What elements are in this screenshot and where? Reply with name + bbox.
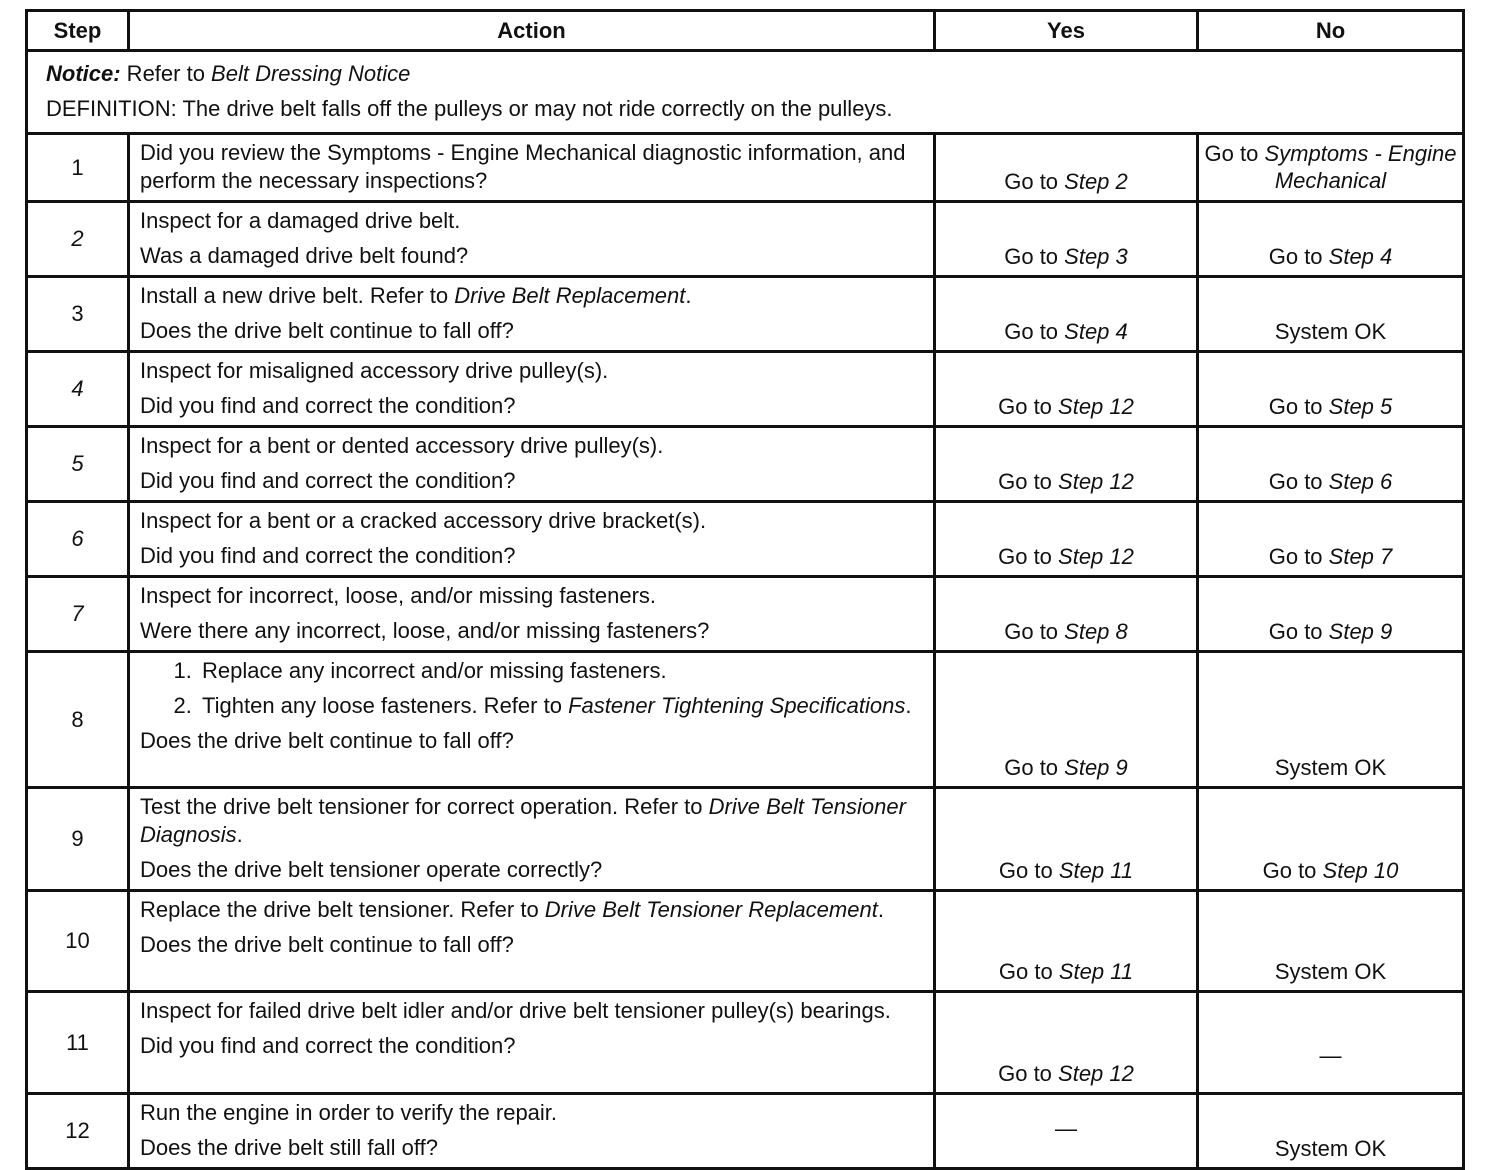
action-cell [129,502,935,577]
action-cell [129,427,935,502]
no-cell: Go to Step 7 [1198,502,1464,577]
step-number: 12 [27,1094,129,1169]
no-cell: System OK [1198,652,1464,788]
step-number: 4 [27,352,129,427]
notice-text: Refer to [120,61,212,86]
no-cell: — [1198,992,1464,1094]
table-row [27,1094,1464,1169]
yes-cell [935,134,1198,202]
action-cell [129,891,935,992]
no-cell: Go to Step 6 [1198,427,1464,502]
step-number: 5 [27,427,129,502]
action-question: Did you find and correct the condition? [140,468,516,493]
header-no: No [1198,11,1464,51]
action-cell [129,134,935,202]
step-number: 3 [27,277,129,352]
header-row [27,11,1464,51]
table-row [27,277,1464,352]
notice-row [27,51,1464,134]
table-row [27,502,1464,577]
action-cell [129,788,935,891]
step-number: 11 [27,992,129,1094]
yes-cell: Go to Step 3 [935,202,1198,277]
action-question: Does the drive belt tensioner operate correctly? [140,857,603,882]
no-cell: Go to Step 10 [1198,788,1464,891]
action-question: Did you find and correct the condition? [140,393,516,418]
table-row [27,652,1464,788]
yes-cell: Go to Step 9 [935,652,1198,788]
action-question: Does the drive belt continue to fall off? [140,932,514,957]
step-number: 6 [27,502,129,577]
action-cell [129,202,935,277]
step-number: 10 [27,891,129,992]
action-question: Does the drive belt still fall off? [140,1135,438,1160]
step-number: 1 [27,134,129,202]
definition-text: DEFINITION: The drive belt falls off the pulleys or may not ride correctly on the pulleys. [46,96,893,121]
action-steps-list [140,657,923,720]
action-text: Inspect for a bent or a cracked accessory drive bracket(s). [140,508,707,533]
action-text: Inspect for a bent or dented accessory drive pulley(s). [140,433,664,458]
list-item: 1. Replace any incorrect and/or missing fasteners. [198,657,923,685]
yes-ref: Step 2 [1064,169,1128,194]
table-row [27,352,1464,427]
action-text: Inspect for incorrect, loose, and/or missing fasteners. [140,583,657,608]
table-row [27,891,1464,992]
no-cell: Go to Step 9 [1198,577,1464,652]
action-question: Does the drive belt continue to fall off? [140,318,514,343]
header-yes: Yes [935,11,1198,51]
table-row [27,202,1464,277]
action-question: Does the drive belt continue to fall off? [140,728,514,753]
no-cell: Go to Step 5 [1198,352,1464,427]
step-number: 2 [27,202,129,277]
no-cell: Go to Step 4 [1198,202,1464,277]
action-cell [129,277,935,352]
yes-cell: Go to Step 4 [935,277,1198,352]
action-question: Were there any incorrect, loose, and/or missing fasteners? [140,618,710,643]
action-cell [129,352,935,427]
no-cell: System OK [1198,1094,1464,1169]
header-step: Step [27,11,129,51]
action-text: Test the drive belt tensioner for correct operation. Refer to Drive Belt Tensioner Diagnosis. [140,794,906,847]
yes-cell: Go to Step 12 [935,992,1198,1094]
action-text: Inspect for failed drive belt idler and/or drive belt tensioner pulley(s) bearings. [140,998,891,1023]
action-question: Was a damaged drive belt found? [140,243,469,268]
notice-link: Belt Dressing Notice [211,61,411,86]
table-row [27,427,1464,502]
step-number: 8 [27,652,129,788]
yes-cell: Go to Step 11 [935,788,1198,891]
action-text: Run the engine in order to verify the repair. [140,1100,558,1125]
step-number: 9 [27,788,129,891]
yes-cell: — [935,1094,1198,1169]
action-text: Replace the drive belt tensioner. Refer to Drive Belt Tensioner Replacement. [140,897,884,922]
action-cell [129,652,935,788]
yes-cell: Go to Step 12 [935,352,1198,427]
step-number: 7 [27,577,129,652]
action-cell [129,577,935,652]
header-action: Action [129,11,935,51]
action-question: Did you find and correct the condition? [140,1033,516,1058]
no-cell: System OK [1198,277,1464,352]
yes-cell: Go to Step 12 [935,427,1198,502]
no-cell: System OK [1198,891,1464,992]
action-text: Did you review the Symptoms - Engine Mechanical diagnostic information, and perform the necessary inspections? [140,140,906,193]
action-cell [129,1094,935,1169]
yes-cell: Go to Step 11 [935,891,1198,992]
list-item: 2. Tighten any loose fasteners. Refer to Fastener Tightening Specifications. [198,692,923,720]
action-ref: Drive Belt Replacement [454,283,686,308]
no-cell [1198,134,1464,202]
notice-cell [27,51,1464,134]
table-row [27,992,1464,1094]
notice-label: Notice: [46,61,121,86]
diagnostic-table [25,9,1465,1170]
no-prefix: Go to [1204,140,1265,166]
table-row [27,788,1464,891]
table-row [27,134,1464,202]
action-cell [129,992,935,1094]
no-ref: Symptoms - Engine Mechanical [1264,140,1457,193]
action-text: Install a new drive belt. Refer to Drive Belt Replacement. [140,283,692,308]
yes-cell: Go to Step 8 [935,577,1198,652]
table-row [27,577,1464,652]
action-text: Inspect for a damaged drive belt. [140,208,461,233]
action-question: Did you find and correct the condition? [140,543,516,568]
yes-prefix: Go to [1004,169,1065,194]
yes-cell: Go to Step 12 [935,502,1198,577]
action-text: Inspect for misaligned accessory drive pulley(s). [140,358,609,383]
